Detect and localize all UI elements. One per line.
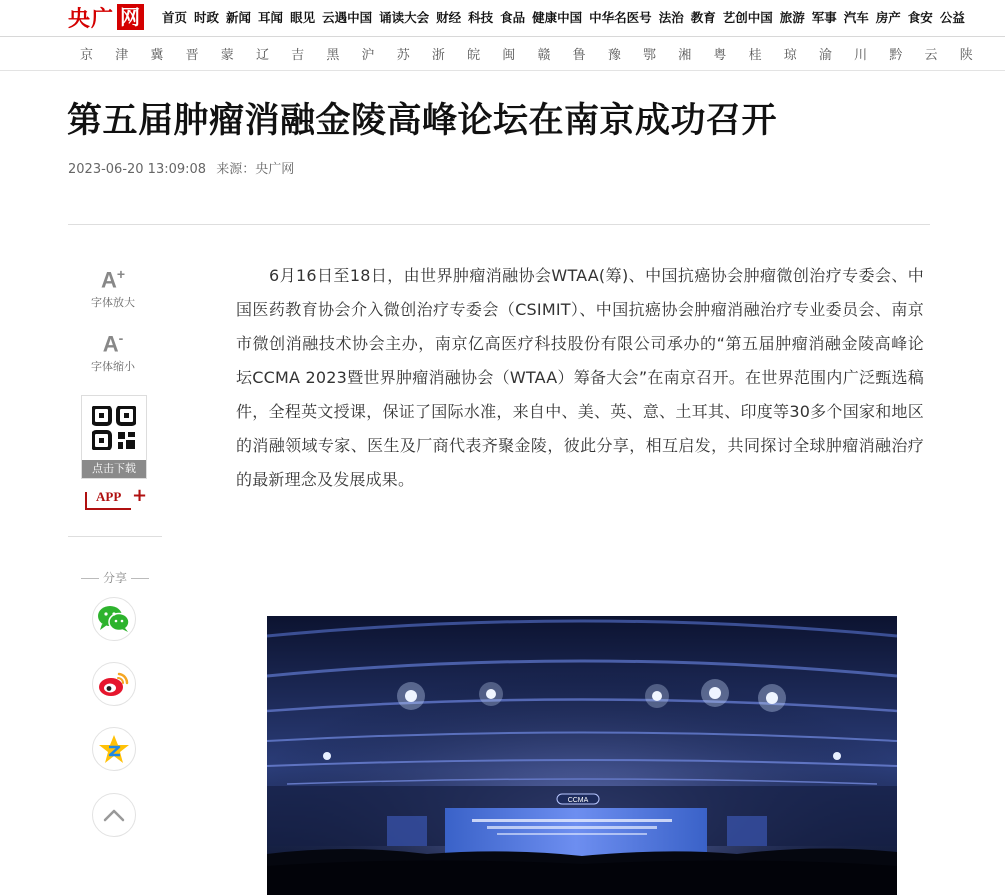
nav-link[interactable]: 财经 <box>436 10 462 25</box>
nav-link[interactable]: 诵读大会 <box>379 10 430 25</box>
nav-link[interactable]: 教育 <box>690 10 716 25</box>
nav-link[interactable]: 首页 <box>162 10 188 25</box>
nav-link[interactable]: 科技 <box>468 10 494 25</box>
nav-link[interactable]: 健康中国 <box>532 10 583 25</box>
app-badge[interactable] <box>84 486 148 514</box>
font-increase-label: 字体放大 <box>91 296 135 310</box>
province-link[interactable]: 鄂 <box>643 48 657 63</box>
nav-link[interactable]: 新闻 <box>226 10 252 25</box>
province-link[interactable]: 川 <box>854 48 868 63</box>
province-link[interactable]: 冀 <box>150 48 164 63</box>
weibo-icon <box>98 670 130 698</box>
nav-link[interactable]: 食安 <box>907 10 933 25</box>
province-link[interactable]: 湘 <box>678 48 692 63</box>
province-link[interactable]: 津 <box>115 48 129 63</box>
article-title: 第五届肿瘤消融金陵高峰论坛在南京成功召开 <box>67 101 778 141</box>
download-label: 点击下载 <box>82 460 146 478</box>
share-qzone-button[interactable] <box>92 727 136 771</box>
article-body: 6月16日至18日，由世界肿瘤消融协会WTAA(筹)、中国抗癌协会肿瘤微创治疗专委会、中国医药教育协会介入微创治疗专委会（CSIMIT）、中国抗癌协会肿瘤消融治疗专业委员会、南京市微创消融技术协会主办，南京亿高医疗科技股份有限公司承办的“第五届肿瘤消融金陵高峰论坛CCMA 2023暨世界肿瘤消融协会（WTAA）筹备大会”在南京召开。在世界范围内广泛甄选稿件，全程英文授课，保证了国际水准，来自中、美、英、意、土耳其、印度等30多个国家和地区的消融领域专家、医生及厂商代表齐聚金陵，彼此分享，相互启发，共同探讨全球肿瘤消融治疗的最新理念及发展成果。 <box>236 266 924 489</box>
qzone-icon <box>98 734 130 764</box>
province-link[interactable]: 鲁 <box>572 48 586 63</box>
province-link[interactable]: 浙 <box>431 48 445 63</box>
province-divider <box>0 70 1005 71</box>
nav-link[interactable]: 云遇中国 <box>322 10 373 25</box>
article-meta <box>68 158 300 177</box>
province-link[interactable]: 沪 <box>361 48 375 63</box>
font-decrease-icon: A- <box>102 330 124 357</box>
logo-text: 央广 <box>68 5 115 32</box>
province-link[interactable]: 蒙 <box>220 48 234 63</box>
province-link[interactable]: 吉 <box>291 48 305 63</box>
site-logo[interactable] <box>68 2 144 32</box>
nav-link[interactable]: 公益 <box>939 10 965 25</box>
tools-divider <box>68 536 162 537</box>
nav-link[interactable]: 眼见 <box>290 10 316 25</box>
province-link[interactable]: 苏 <box>396 48 410 63</box>
province-link[interactable]: 渝 <box>818 48 832 63</box>
qr-code-icon <box>92 406 136 450</box>
main-nav <box>162 0 972 34</box>
province-link[interactable]: 黑 <box>326 48 340 63</box>
top-nav-bar <box>0 0 1005 36</box>
province-link[interactable]: 桂 <box>748 48 762 63</box>
font-increase-button[interactable] <box>78 262 148 310</box>
province-link[interactable]: 赣 <box>537 48 551 63</box>
font-increase-icon: A+ <box>100 266 126 293</box>
province-link[interactable]: 京 <box>80 48 94 63</box>
share-wechat-button[interactable] <box>92 597 136 641</box>
header-divider <box>68 224 930 225</box>
nav-link[interactable]: 军事 <box>811 10 837 25</box>
province-link[interactable]: 琼 <box>783 48 797 63</box>
nav-link[interactable]: 耳闻 <box>258 10 284 25</box>
province-nav <box>68 37 998 70</box>
stage-screen-text: CCMA <box>567 797 589 804</box>
chevron-up-icon <box>102 807 126 823</box>
nav-link[interactable]: 汽车 <box>843 10 869 25</box>
conference-hall-image <box>267 616 897 895</box>
share-weibo-button[interactable] <box>92 662 136 706</box>
nav-link[interactable]: 房产 <box>875 10 901 25</box>
nav-link[interactable]: 艺创中国 <box>722 10 773 25</box>
province-link[interactable]: 晋 <box>185 48 199 63</box>
share-label: 分享 <box>76 569 154 586</box>
article-source: 来源：央广网 <box>216 162 295 177</box>
nav-link[interactable]: 食品 <box>500 10 526 25</box>
nav-link[interactable]: 法治 <box>658 10 684 25</box>
app-label: APP <box>96 489 122 504</box>
app-badge-underline <box>85 508 131 510</box>
province-link[interactable]: 陕 <box>959 48 973 63</box>
province-link[interactable]: 辽 <box>255 48 269 63</box>
province-link[interactable]: 闽 <box>502 48 516 63</box>
wechat-icon <box>97 605 131 633</box>
app-download-qr[interactable] <box>81 395 147 479</box>
scroll-top-button[interactable] <box>92 793 136 837</box>
province-link[interactable]: 豫 <box>607 48 621 63</box>
font-decrease-button[interactable] <box>78 326 148 374</box>
article-photo <box>267 616 897 895</box>
province-link[interactable]: 粤 <box>713 48 727 63</box>
font-decrease-label: 字体缩小 <box>91 360 135 374</box>
article-datetime: 2023-06-20 13:09:08 <box>68 162 207 177</box>
plus-icon: + <box>132 485 148 506</box>
province-link[interactable]: 皖 <box>467 48 481 63</box>
nav-link[interactable]: 旅游 <box>779 10 805 25</box>
province-link[interactable]: 云 <box>924 48 938 63</box>
nav-link[interactable]: 时政 <box>194 10 220 25</box>
province-link[interactable]: 黔 <box>889 48 903 63</box>
logo-box: 网 <box>117 4 144 30</box>
nav-link[interactable]: 中华名医号 <box>589 10 652 25</box>
